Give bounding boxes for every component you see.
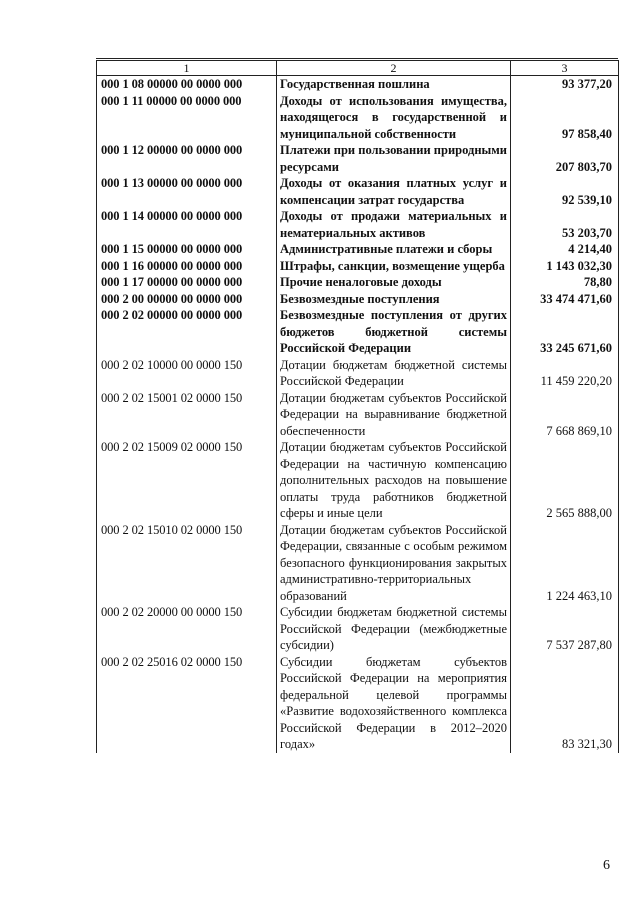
row-amount: 7 537 287,80 [511,604,619,654]
table-row [97,208,619,241]
table-row [97,142,619,175]
row-code: 000 1 08 00000 00 0000 000 [97,76,277,93]
revenue-table [96,60,619,753]
column-header-2: 2 [277,61,511,76]
row-code: 000 2 02 20000 00 0000 150 [97,604,277,654]
row-name: Платежи при пользовании природными ресурсами [277,142,511,175]
row-name: Дотации бюджетам бюджетной системы Российской Федерации [277,357,511,390]
top-rule [96,58,618,59]
row-amount: 83 321,30 [511,654,619,753]
row-code: 000 1 13 00000 00 0000 000 [97,175,277,208]
table-row [97,357,619,390]
table-row [97,93,619,143]
row-code: 000 1 17 00000 00 0000 000 [97,274,277,291]
row-code: 000 1 11 00000 00 0000 000 [97,93,277,143]
row-amount: 11 459 220,20 [511,357,619,390]
table-row [97,241,619,258]
table-body [97,76,619,753]
row-name: Дотации бюджетам субъектов Российской Федерации на частичную компенсацию дополнительных расходов на повышение оплаты труда работников бюджетной сферы и иные цели [277,439,511,522]
table-row [97,604,619,654]
table-row [97,76,619,93]
row-code: 000 2 02 10000 00 0000 150 [97,357,277,390]
row-code: 000 1 12 00000 00 0000 000 [97,142,277,175]
row-amount: 92 539,10 [511,175,619,208]
row-code: 000 2 02 15010 02 0000 150 [97,522,277,605]
row-name: Прочие неналоговые доходы [277,274,511,291]
table-row [97,175,619,208]
row-code: 000 1 14 00000 00 0000 000 [97,208,277,241]
row-amount: 33 474 471,60 [511,291,619,308]
row-code: 000 1 16 00000 00 0000 000 [97,258,277,275]
table-row [97,439,619,522]
column-header-3: 3 [511,61,619,76]
row-name: Доходы от оказания платных услуг и компенсации затрат государства [277,175,511,208]
row-name: Безвозмездные поступления [277,291,511,308]
row-name: Дотации бюджетам субъектов Российской Федерации на выравнивание бюджетной обеспеченности [277,390,511,440]
row-amount: 97 858,40 [511,93,619,143]
row-name: Безвозмездные поступления от других бюджетов бюджетной системы Российской Федерации [277,307,511,357]
table-row [97,390,619,440]
header-row [97,61,619,76]
table-row [97,307,619,357]
row-name: Государственная пошлина [277,76,511,93]
row-name: Субсидии бюджетам субъектов Российской Федерации на мероприятия федеральной целевой программы «Развитие водохозяйственного комплекса Российской Федерации в 2012–2020 годах» [277,654,511,753]
table-row [97,258,619,275]
row-code: 000 2 00 00000 00 0000 000 [97,291,277,308]
row-code: 000 2 02 15001 02 0000 150 [97,390,277,440]
page-number: 6 [603,858,610,873]
row-amount: 53 203,70 [511,208,619,241]
table-row [97,654,619,753]
row-name: Штрафы, санкции, возмещение ущерба [277,258,511,275]
row-amount: 7 668 869,10 [511,390,619,440]
row-code: 000 2 02 00000 00 0000 000 [97,307,277,357]
row-code: 000 2 02 25016 02 0000 150 [97,654,277,753]
row-name: Доходы от продажи материальных и нематериальных активов [277,208,511,241]
row-amount: 2 565 888,00 [511,439,619,522]
table-row [97,274,619,291]
row-name: Субсидии бюджетам бюджетной системы Российской Федерации (межбюджетные субсидии) [277,604,511,654]
row-code: 000 2 02 15009 02 0000 150 [97,439,277,522]
row-amount: 1 224 463,10 [511,522,619,605]
row-amount: 207 803,70 [511,142,619,175]
row-name: Дотации бюджетам субъектов Российской Федерации, связанные с особым режимом безопасного функционирования закрытых административно-территориальных образований [277,522,511,605]
row-amount: 4 214,40 [511,241,619,258]
table-row [97,522,619,605]
row-amount: 33 245 671,60 [511,307,619,357]
row-amount: 93 377,20 [511,76,619,93]
column-header-1: 1 [97,61,277,76]
row-name: Административные платежи и сборы [277,241,511,258]
row-amount: 1 143 032,30 [511,258,619,275]
row-name: Доходы от использования имущества, находящегося в государственной и муниципальной собственности [277,93,511,143]
row-code: 000 1 15 00000 00 0000 000 [97,241,277,258]
row-amount: 78,80 [511,274,619,291]
table-row [97,291,619,308]
